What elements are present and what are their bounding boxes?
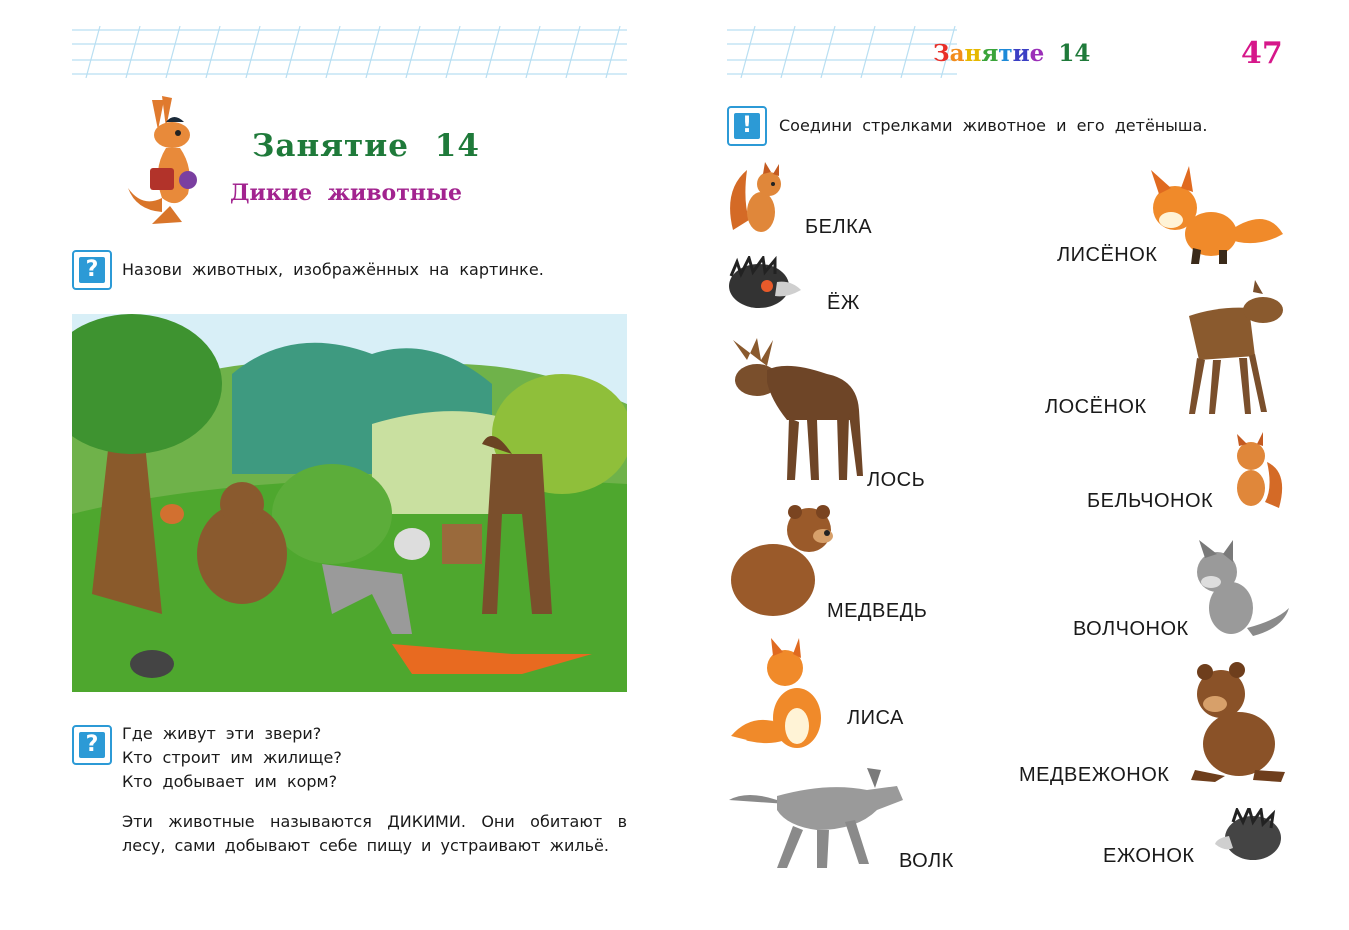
header-letter: н	[964, 40, 982, 67]
header-letter: З	[933, 40, 950, 67]
baby-label-fox-cub[interactable]: ЛИСЁНОК	[1057, 244, 1158, 266]
baby-label-moose-calf[interactable]: ЛОСЁНОК	[1045, 396, 1147, 418]
right-page	[675, 0, 1349, 930]
header-letter: и	[1012, 40, 1030, 67]
bear-cub-icon	[1185, 660, 1291, 784]
header-letter: е	[1029, 40, 1045, 67]
page-number: 47	[1241, 36, 1283, 71]
question-2-block	[122, 722, 342, 794]
fox-cub-icon	[1145, 164, 1285, 266]
moose-icon	[727, 330, 867, 486]
wolf-icon	[727, 760, 907, 872]
adult-label-bear[interactable]: МЕДВЕДЬ	[827, 600, 928, 622]
header-letter: т	[998, 40, 1013, 67]
ruled-header-lines	[72, 26, 627, 78]
bear-icon	[727, 500, 837, 618]
question-icon-2: ?	[72, 725, 112, 765]
fox-icon	[727, 636, 837, 756]
kangaroo-mascot-icon	[122, 90, 212, 230]
lesson-subtitle: Дикие животные	[230, 180, 463, 206]
forest-scene-illustration	[72, 314, 627, 692]
question-2-line: Кто строит им жилище?	[122, 748, 342, 767]
running-header	[933, 40, 1090, 67]
hedgehog-icon	[727, 256, 805, 312]
question-1-text: Назови животных, изображённых на картинке.	[122, 260, 544, 279]
squirrel-icon	[727, 160, 789, 238]
ruled-header-lines	[727, 26, 957, 78]
baby-label-wolf-cub[interactable]: ВОЛЧОНОК	[1073, 618, 1189, 640]
baby-label-hedgehog-baby[interactable]: ЕЖОНОК	[1103, 845, 1195, 867]
header-letter: я	[981, 40, 999, 67]
lesson-title: Занятие 14	[252, 128, 480, 164]
adult-label-hedgehog[interactable]: ЁЖ	[827, 292, 860, 314]
question-2-line: Где живут эти звери?	[122, 724, 322, 743]
header-letter: а	[949, 40, 965, 67]
explanation-paragraph: Эти животные называются ДИКИМИ. Они обитают в лесу, сами добывают себе пищу и устраивают жильё.	[122, 812, 627, 855]
moose-calf-icon	[1169, 276, 1287, 418]
wolf-cub-icon	[1187, 538, 1291, 640]
task-instruction: Соедини стрелками животное и его детёныша.	[779, 116, 1208, 135]
task-icon: !	[727, 106, 767, 146]
baby-label-squirrel-baby[interactable]: БЕЛЬЧОНОК	[1087, 490, 1214, 512]
question-icon: ?	[72, 250, 112, 290]
hedgehog-baby-icon	[1213, 808, 1287, 864]
adult-label-wolf[interactable]: ВОЛК	[899, 850, 954, 872]
adult-label-moose[interactable]: ЛОСЬ	[867, 469, 926, 491]
adult-label-squirrel[interactable]: БЕЛКА	[805, 216, 873, 238]
squirrel-baby-icon	[1229, 432, 1285, 512]
adult-label-fox[interactable]: ЛИСА	[847, 707, 904, 729]
header-lesson-number: 14	[1058, 40, 1091, 67]
baby-label-bear-cub[interactable]: МЕДВЕЖОНОК	[1019, 764, 1170, 786]
question-2-line: Кто добывает им корм?	[122, 772, 338, 791]
